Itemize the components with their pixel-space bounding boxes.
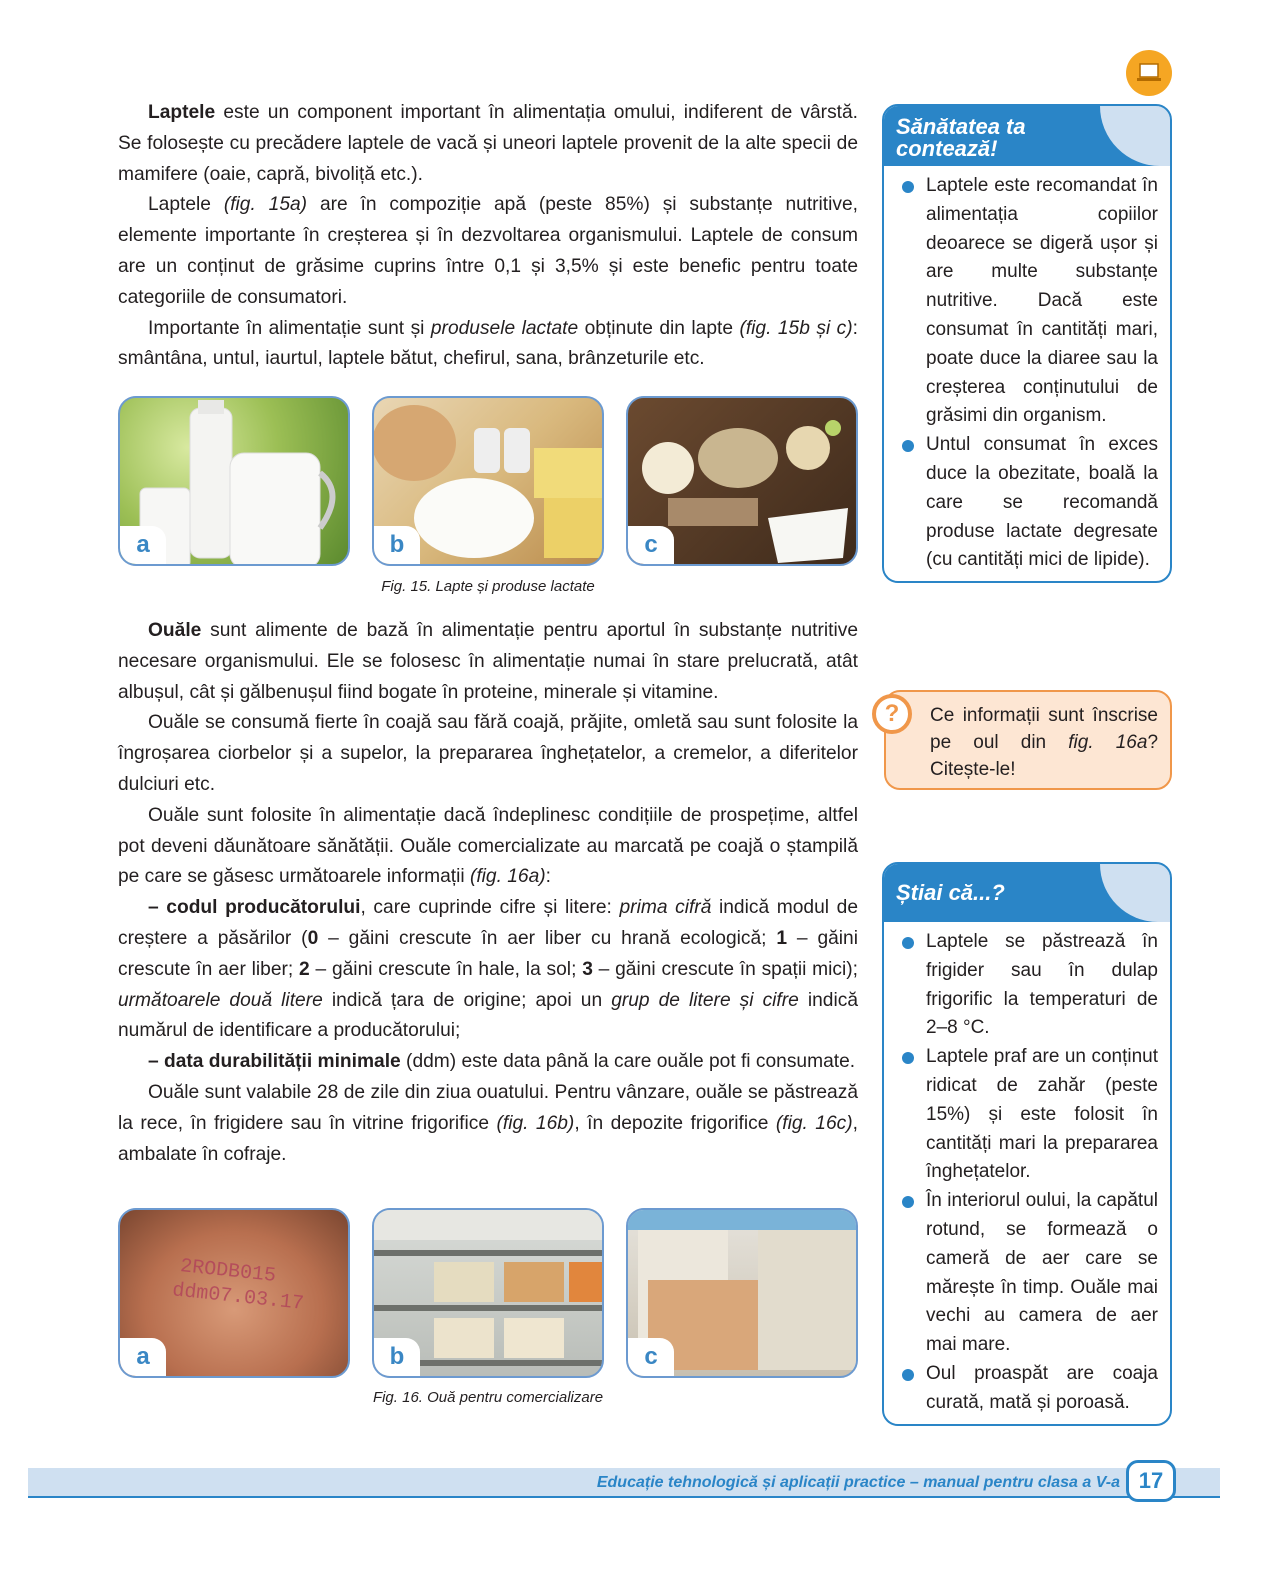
- egg-stamp-line2: ddm07.03.17: [171, 1279, 305, 1316]
- egg-stamp-line1: 2RODB015: [179, 1255, 277, 1288]
- health-box-title: Sănătatea ta contează!: [884, 106, 1170, 166]
- list-item: Oul proaspăt are coaja curată, mată și poroasă.: [898, 1360, 1158, 1418]
- question-mark-icon: ?: [872, 694, 912, 734]
- photo-label: b: [374, 1338, 420, 1376]
- question-box: [884, 690, 1172, 790]
- photo-egg-fridge: [372, 1208, 604, 1378]
- paragraph-eggs-freshness: Ouăle sunt folosite în alimentație dacă îndeplinesc condițiile de prospețime, altfel pot deveni dăunătoare sănătății. Ouăle comercializate au marcată pe coajă o ștampilă pe care se găsesc următoarele informații (fig. 16a):: [118, 804, 858, 888]
- photo-cheese-platter: [626, 396, 858, 566]
- paragraph-eggs-storage: Ouăle sunt valabile 28 de zile din ziua ouatului. Pentru vânzare, ouăle se păstrează la rece, în frigidere sau în vitrine frigorifice (fig. 16b), în depozite frigorifice (fig. 16c), ambalate în cofraje.: [118, 1081, 858, 1165]
- main-text-eggs: [118, 616, 858, 1170]
- paragraph-eggs-uses: Ouăle se consumă fierte în coajă sau fără coajă, prăjite, omletă sau sunt folosite la îngroșarea ciorbelor și a supelor, la prepararea înghețatelor, a cremelor, a diferitelor dulciuri etc.: [118, 712, 858, 795]
- photo-label: b: [374, 526, 420, 564]
- photo-egg-warehouse: [626, 1208, 858, 1378]
- figure-15-caption: Fig. 15. Lapte și produse lactate: [381, 578, 595, 595]
- paragraph-eggs-intro: Ouăle sunt alimente de bază în alimentație pentru aportul în substanțe nutritive necesare organismului. Ele se folosesc în alimentație numai în stare prelucrată, atât albușul, cât și gălbenușul fiind bogate în proteine, minerale și vitamine.: [118, 620, 858, 703]
- figure-16-caption: Fig. 16. Ouă pentru comercializare: [372, 1389, 604, 1406]
- list-item: Laptele este recomandat în alimentația copiilor deoarece se digeră ușor și are multe substanțe nutritive. Dacă este consumat în cantități mari, poate duce la diaree sau la creșterea conținutului de grăsimi din organism.: [898, 172, 1158, 431]
- list-item: Laptele praf are un conținut ridicat de zahăr (peste 15%) și este folosit în cantități mari la prepararea înghețatelor.: [898, 1043, 1158, 1187]
- health-box: [882, 104, 1172, 583]
- paragraph-dairy-products: Importante în alimentație sunt și produsele lactate obținute din lapte (fig. 15b și c): smântâna, untul, iaurtul, laptele bătut, chefirul, sana, brânzeturile etc.: [118, 317, 858, 370]
- list-item-ddm: – data durabilității minimale (ddm) este data până la care ouăle pot fi consumate.: [148, 1051, 856, 1073]
- photo-label: a: [120, 1338, 166, 1376]
- list-item: Laptele se păstrează în frigider sau în dulap frigorific la temperaturi de 2–8 °C.: [898, 928, 1158, 1043]
- figure-16-photos: [118, 1208, 858, 1378]
- photo-stamped-egg: [118, 1208, 350, 1378]
- footer-title: Educație tehnologică și aplicații practice – manual pentru clasa a V-a: [596, 1474, 1120, 1491]
- did-you-know-list: [884, 922, 1170, 1424]
- laptop-icon: [1126, 50, 1172, 96]
- photo-label: c: [628, 526, 674, 564]
- did-you-know-title: Știai că...?: [884, 864, 1170, 922]
- photo-label: c: [628, 1338, 674, 1376]
- photo-milk-bottles: [118, 396, 350, 566]
- list-item: În interiorul oului, la capătul rotund, se formează o cameră de aer care se mărește în timp. Ouăle mai vechi au camera de aer mai mare.: [898, 1187, 1158, 1360]
- health-box-list: [884, 166, 1170, 581]
- paragraph-milk-composition: Laptele (fig. 15a) are în compoziție apă (peste 85%) și substanțe nutritive, elemente importante în creșterea și în dezvoltarea organismului. Laptele de consum are un conținut de grăsime cuprins între 0,1 și 3,5% și este benefic pentru toate categoriile de consumatori.: [118, 194, 858, 308]
- page-number: 17: [1126, 1460, 1176, 1502]
- photo-label: a: [120, 526, 166, 564]
- paragraph-milk-intro: Laptele este un component important în alimentația omului, indiferent de vârstă. Se folosește cu precădere laptele de vacă și uneori laptele provenit de la alte specii de mamifere (oaie, capră, bivoliță etc.).: [118, 102, 858, 185]
- question-text: Ce informații sunt înscrise pe oul din fig. 16a? Citește-le!: [930, 705, 1159, 780]
- list-item-producer-code: – codul producătorului, care cuprinde cifre și litere: prima cifră indică modul de creștere a păsărilor (0 – găini crescute în aer liber cu hrană ecologică; 1 – găini crescute în aer liber; 2 – găini crescute în hale, la sol; 3 – găini crescute în spații mici); următoarele două litere indică țara de origine; apoi un grup de litere și cifre indică numărul de identificare a producătorului;: [118, 897, 859, 1042]
- photo-dairy-products: [372, 396, 604, 566]
- main-text-column: [118, 98, 858, 375]
- figure-15-photos: [118, 396, 858, 566]
- list-item: Untul consumat în exces duce la obezitate, boală la care se recomandă produse lactate degresate (cu cantități mici de lipide).: [898, 431, 1158, 575]
- did-you-know-box: [882, 862, 1172, 1426]
